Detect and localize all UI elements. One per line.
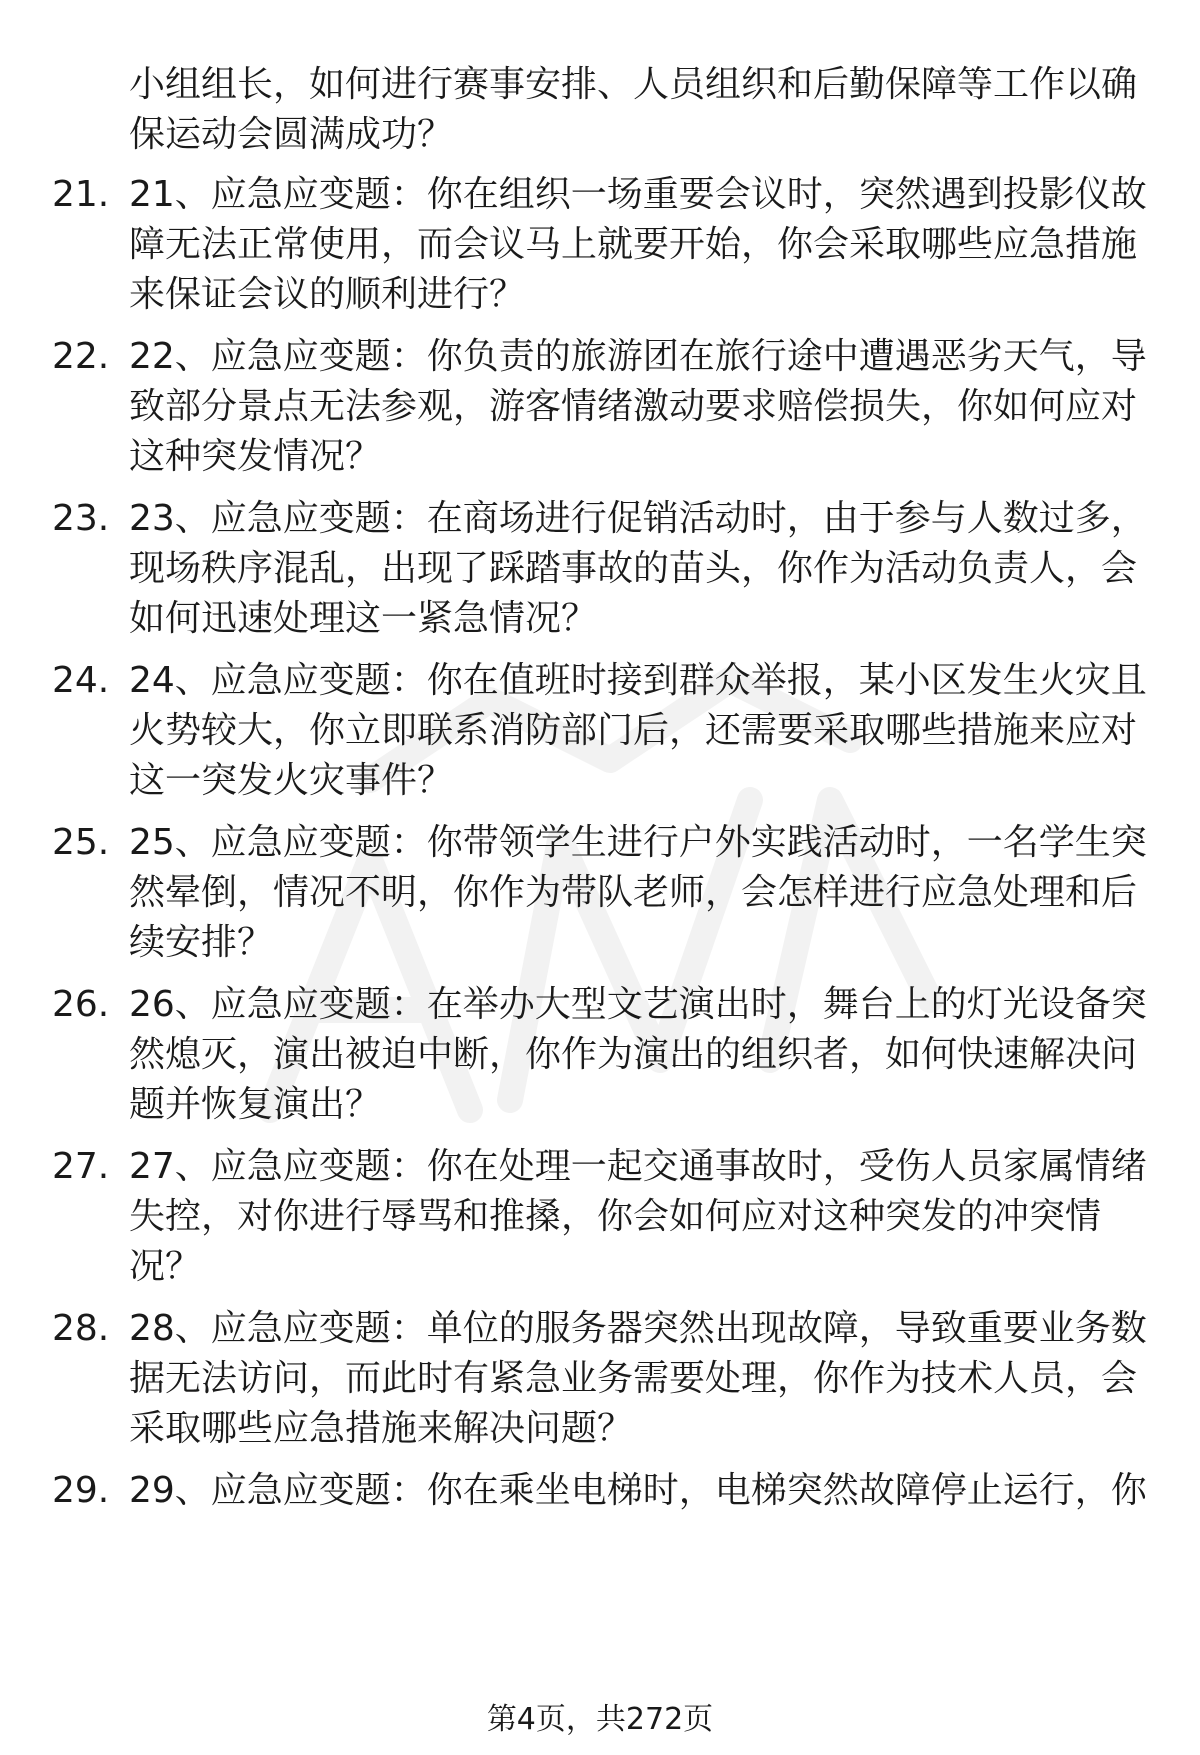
text-line: 据无法访问，而此时有紧急业务需要处理，你作为技术人员，会 xyxy=(129,1358,1138,1399)
list-item-text xyxy=(129,1142,1149,1292)
text-line: 题并恢复演出？ xyxy=(129,1084,382,1125)
list-item-text xyxy=(129,818,1149,968)
text-line: 障无法正常使用，而会议马上就要开始，你会采取哪些应急措施 xyxy=(129,224,1138,265)
text-line: 如何迅速处理这一紧急情况？ xyxy=(129,598,598,639)
list-item-number: 25. xyxy=(52,822,110,863)
list-item-number: 26. xyxy=(52,984,110,1025)
list-item-text xyxy=(129,494,1149,644)
text-line: 23、应急应变题：在商场进行促销活动时，由于参与人数过多， xyxy=(129,498,1147,539)
list-item-text xyxy=(129,1466,1149,1516)
text-line: 26、应急应变题：在举办大型文艺演出时，舞台上的灯光设备突 xyxy=(129,984,1147,1025)
text-line: 然熄灭，演出被迫中断，你作为演出的组织者，如何快速解决问 xyxy=(129,1034,1138,1075)
list-item-number: 23. xyxy=(52,498,110,539)
continuation-text xyxy=(129,60,1149,160)
list-item-text xyxy=(129,170,1149,320)
list-item-number: 29. xyxy=(52,1470,110,1511)
list-item-number: 22. xyxy=(52,336,110,377)
text-line: 致部分景点无法参观，游客情绪激动要求赔偿损失，你如何应对 xyxy=(129,386,1138,427)
text-line: 这一突发火灾事件？ xyxy=(129,760,454,801)
text-line: 22、应急应变题：你负责的旅游团在旅行途中遭遇恶劣天气，导 xyxy=(129,336,1147,377)
list-item-text xyxy=(129,980,1149,1130)
text-line: 28、应急应变题：单位的服务器突然出现故障，导致重要业务数 xyxy=(129,1308,1147,1349)
list-item-number: 27. xyxy=(52,1146,110,1187)
list-item-text xyxy=(129,332,1149,482)
page-footer: 第4页，共272页 xyxy=(486,1702,714,1737)
list-item-text xyxy=(129,1304,1149,1454)
text-line: 现场秩序混乱，出现了踩踏事故的苗头，你作为活动负责人，会 xyxy=(129,548,1138,589)
text-line: 况？ xyxy=(129,1246,202,1287)
text-line: 来保证会议的顺利进行？ xyxy=(129,274,526,315)
list-item-number: 28. xyxy=(52,1308,110,1349)
list-item-number: 24. xyxy=(52,660,110,701)
text-line: 27、应急应变题：你在处理一起交通事故时，受伤人员家属情绪 xyxy=(129,1146,1147,1187)
text-line: 采取哪些应急措施来解决问题？ xyxy=(129,1408,634,1449)
text-line: 24、应急应变题：你在值班时接到群众举报，某小区发生火灾且 xyxy=(129,660,1147,701)
text-line: 这种突发情况？ xyxy=(129,436,382,477)
text-line: 火势较大，你立即联系消防部门后，还需要采取哪些措施来应对 xyxy=(129,710,1138,751)
text-line: 然晕倒，情况不明，你作为带队老师，会怎样进行应急处理和后 xyxy=(129,872,1138,913)
text-line: 21、应急应变题：你在组织一场重要会议时，突然遇到投影仪故 xyxy=(129,174,1147,215)
text-line: 续安排？ xyxy=(129,922,274,963)
text-line: 失控，对你进行辱骂和推搡，你会如何应对这种突发的冲突情 xyxy=(129,1196,1102,1237)
text-line: 保运动会圆满成功？ xyxy=(129,114,454,155)
text-line: 小组组长，如何进行赛事安排、人员组织和后勤保障等工作以确 xyxy=(129,64,1138,105)
text-line: 25、应急应变题：你带领学生进行户外实践活动时，一名学生突 xyxy=(129,822,1147,863)
list-item-text xyxy=(129,656,1149,806)
text-line: 29、应急应变题：你在乘坐电梯时，电梯突然故障停止运行，你 xyxy=(129,1470,1147,1511)
list-item-number: 21. xyxy=(52,174,110,215)
